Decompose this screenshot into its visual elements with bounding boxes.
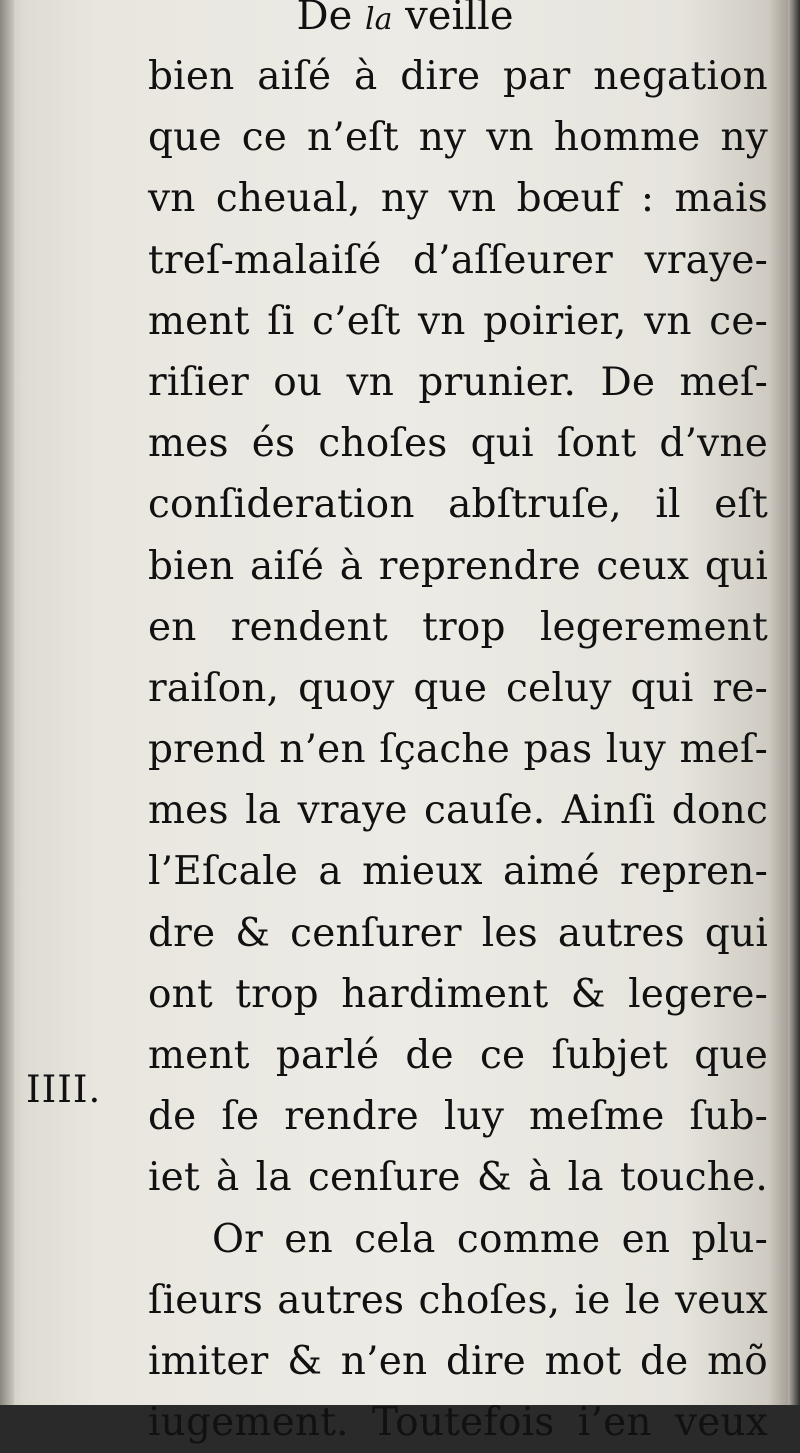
text-line: imiter & n’en dire mot de mõ xyxy=(148,1338,768,1384)
running-head-prefix: De xyxy=(296,0,353,39)
text-line: iet à la cenſure & à la touche. xyxy=(148,1155,768,1201)
text-line: iugement. Toutefois i’en veux xyxy=(148,1400,768,1446)
text-line: conſideration abſtruſe, il eſt xyxy=(148,482,768,528)
text-line: ſieurs autres choſes, ie le veux xyxy=(148,1277,768,1323)
text-line: mes la vraye cauſe. Ainſi donc xyxy=(148,788,768,834)
text-line: Or en cela comme en plu- xyxy=(212,1216,768,1262)
running-head-suffix: veille xyxy=(405,0,514,39)
running-head xyxy=(0,0,800,44)
text-line: en rendent trop legerement xyxy=(148,604,768,650)
text-line: prend n’en ſçache pas luy meſ- xyxy=(148,727,768,773)
text-line: riſier ou vn prunier. De meſ- xyxy=(148,359,768,405)
text-line: ment parlé de ce ſubjet que xyxy=(148,1033,768,1078)
text-line: bien aiſé à reprendre ceux qui xyxy=(148,543,768,589)
text-line: mes és choſes qui ſont d’vne xyxy=(148,421,768,467)
running-head-italic: la xyxy=(364,2,393,37)
text-line: raiſon, quoy que celuy qui re- xyxy=(148,665,768,711)
text-line: ment ſi c’eſt vn poirier, vn ce- xyxy=(148,298,768,344)
text-line: vn cheual, ny vn bœuf : mais xyxy=(148,176,768,222)
text-line: que ce n’eſt ny vn homme ny xyxy=(148,115,768,161)
text-line: l’Eſcale a mieux aimé repren- xyxy=(148,849,768,895)
text-line: treſ-malaiſé d’aſſeurer vraye- xyxy=(148,237,768,283)
text-line: bien aiſé à dire par negation xyxy=(148,54,768,99)
text-line: de ſe rendre luy meſme ſub- xyxy=(148,1094,768,1140)
body-text xyxy=(148,46,768,1453)
text-line: ont trop hardiment & legere- xyxy=(148,971,768,1017)
margin-section-number: IIII. xyxy=(26,1068,102,1111)
text-line: dre & cenſurer les autres qui xyxy=(148,910,768,956)
